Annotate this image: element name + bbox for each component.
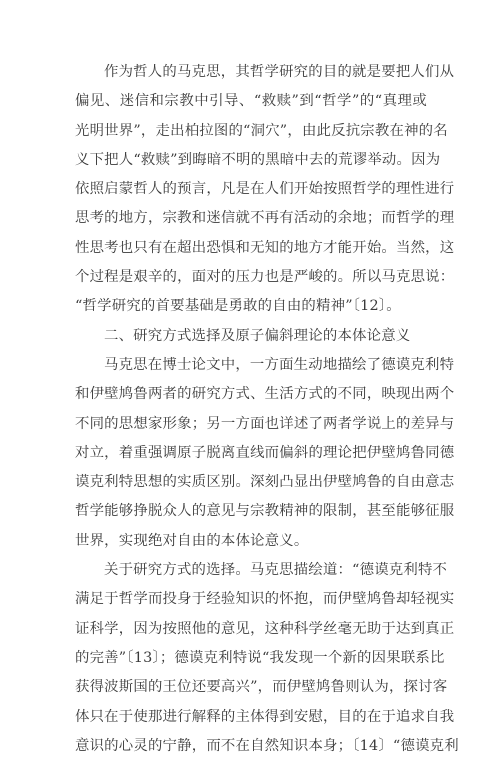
text-line: 依照启蒙哲人的预言，凡是在人们开始按照哲学的理性进行 <box>75 181 455 198</box>
text-line: 意识的心灵的宁静，而不在自然知识本身；〔14〕“德谟克利 <box>75 737 459 754</box>
section-heading: 二、研究方式选择及原子偏斜理论的本体论意义 <box>104 327 411 344</box>
text-line: 体只在于使那进行解释的主体得到安慰，目的在于追求自我 <box>75 708 455 725</box>
text-line: 证科学，因为按照他的意见，这种科学丝毫无助于达到真正 <box>75 620 455 637</box>
text-line: 光明世界”，走出柏拉图的“洞穴”，由此反抗宗教在神的名 <box>75 122 448 139</box>
text-line: 的完善”〔13〕；德谟克利特说“我发现一个新的因果联系比 <box>75 649 445 666</box>
text-line: 偏见、迷信和宗教中引导、“救赎”到“哲学”的“真理或 <box>75 93 427 110</box>
text-line: 获得波斯国的王位还要高兴”，而伊壁鸠鲁则认为，探讨客 <box>75 679 448 696</box>
document-page <box>75 58 459 761</box>
text-line: 哲学能够挣脱众人的意见与宗教精神的限制，甚至能够征服 <box>75 503 455 520</box>
text-line: 义下把人“救赎”到晦暗不明的黑暗中去的荒谬举动。因为 <box>75 151 441 168</box>
text-line: “哲学研究的首要基础是勇敢的自由的精神”〔12〕。 <box>75 298 401 315</box>
text-line: 满足于哲学而投身于经验知识的怀抱，而伊壁鸠鲁却轻视实 <box>75 591 455 608</box>
text-line: 和伊壁鸠鲁两者的研究方式、生活方式的不同，映现出两个 <box>75 386 455 403</box>
text-line: 关于研究方式的选择。马克思描绘道：“德谟克利特不 <box>104 562 448 579</box>
text-line: 个过程是艰辛的，面对的压力也是严峻的。所以马克思说： <box>75 269 455 286</box>
text-line: 对立，着重强调原子脱离直线而偏斜的理论把伊壁鸠鲁同德 <box>75 444 455 461</box>
text-line: 思考的地方，宗教和迷信就不再有活动的余地；而哲学的理 <box>75 210 455 227</box>
text-line: 谟克利特思想的实质区别。深刻凸显出伊壁鸠鲁的自由意志 <box>75 474 455 491</box>
text-line: 马克思在博士论文中，一方面生动地描绘了德谟克利特 <box>104 356 455 373</box>
text-line: 性思考也只有在超出恐惧和无知的地方才能开始。当然，这 <box>75 239 455 256</box>
text-line: 不同的思想家形象；另一方面也详述了两者学说上的差异与 <box>75 415 455 432</box>
text-line: 作为哲人的马克思，其哲学研究的目的就是要把人们从 <box>104 64 455 80</box>
text-line: 世界，实现绝对自由的本体论意义。 <box>75 532 309 549</box>
